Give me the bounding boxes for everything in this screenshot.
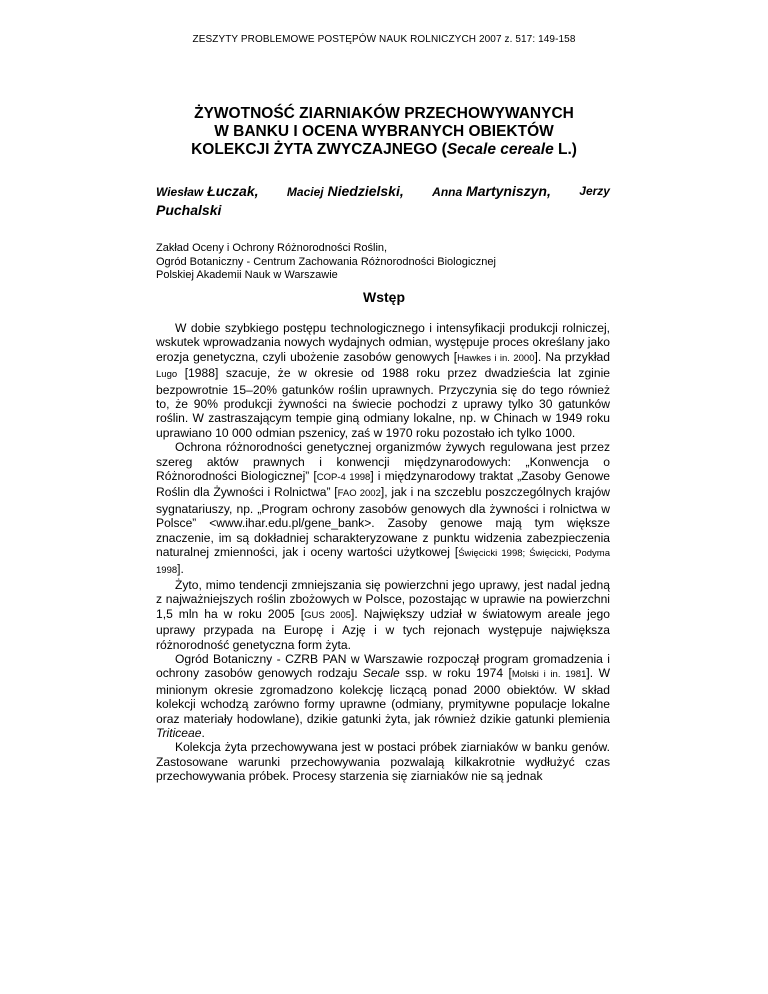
paragraph-1: W dobie szybkiego postępu technologicznego i intensyfikacji produkcji rolniczej, wskutek wprowadzania nowych wydajnych odmian, występuje proces określany jako erozja genetyczna, czyli ubożenie zasobów genowych [Hawkes i in. 2000]. Na przykład Lugo [1988] szacuje, że w okresie od 1988 roku przez dwadzieścia lat zginie bezpowrotnie 15–20% gatunków roślin uprawnych. Przyczynia się do tego również to, że 90% produkcji żywności na świecie pochodzi z uprawy tylko 30 gatunków roślin. W zastraszającym tempie giną odmiany lokalne, np. w Chinach w 1949 roku uprawiano 10 000 odmian pszenicy, zaś w 1970 roku pozostało ich tylko 1000. [156,321,611,440]
citation: Molski i in. 1981 [511,669,587,681]
affiliation [156,242,610,283]
citation: Hawkes i in. 2000 [457,352,535,364]
paragraph-4: Ogród Botaniczny - CZRB PAN w Warszawie rozpoczął program gromadzenia i ochrony zasobów genowych rodzaju Secale ssp. w roku 1974 [Molski i in. 1981]. W minionym okresie zgromadzono kolekcję liczącą ponad 2000 obiektów. W skład kolekcji wchodzą zarówno formy uprawne (odmiany, prymitywne populacje lokalne oraz materiały hodowlane), dzikie gatunki żyta, jak również dzikie gatunki plemienia Triticeae. [156,651,610,740]
title-line-2: W BANKU I OCENA WYBRANYCH OBIEKTÓW [214,123,554,140]
author-2: Maciej Niedzielski, [286,183,404,199]
title-line-3: KOLEKCJI ŻYTA ZWYCZAJNEGO (Secale cereale L.) [191,141,577,158]
tribe-name: Triticeae [156,725,202,740]
paper-title [160,105,608,159]
citation: Święcicki 1998; Święcicki, Podyma 1998 [156,548,610,576]
affiliation-line-1: Zakład Oceny i Ochrony Różnorodności Roślin, [156,242,388,254]
citation: FAO 2002 [337,488,381,500]
citation: COP-4 1998 [316,472,371,484]
paragraph-2: Ochrona różnorodności genetycznej organizmów żywych regulowana jest przez szereg aktów prawnych i konwencji międzynarodowych: „Konwencja o Różnorodności Biologicznej” [COP-4 1998] i międzynarodowy traktat „Zasoby Genowe Roślin dla Żywności i Rolnictwa” [FAO 2002], jak i na szczeblu poszczególnych krajów sygnatariuszy, np. „Program ochrony zasobów genowych dla żywności i rolnictwa w Polsce” <www.ihar.edu.pl/gene_bank>. Zasoby genowe mają tym większe znaczenie, im są dokładniej scharakteryzowane z punktu widzenia zabezpieczenia naturalnej zmienności, jak i oceny wartości użytkowej [Święcicki 1998; Święcicki, Podyma 1998]. [156,440,611,576]
species-name: Secale cereale [446,141,554,158]
citation: Lugo [156,369,178,381]
running-head: ZESZYTY PROBLEMOWE POSTĘPÓW NAUK ROLNICZYCH 2007 z. 517: 149-158 [192,34,576,45]
genus-name: Secale [362,666,400,681]
title-line-1: ŻYWOTNOŚĆ ZIARNIAKÓW PRZECHOWYWANYCH [194,105,574,122]
author-1: Wiesław Łuczak, [156,183,259,199]
author-4-last: Puchalski [156,202,222,218]
affiliation-line-2: Ogród Botaniczny - Centrum Zachowania Różnorodności Biologicznej [156,255,496,268]
author-4-first: Jerzy [579,184,610,198]
paragraph-5: Kolekcja żyta przechowywana jest w postaci próbek ziarniaków w banku genów. Zastosowane warunki przechowywania pozwalają kilkakrotnie wydłużyć czas przechowywania próbek. Procesy starzenia się ziarniaków nie są jednak [156,740,610,784]
author-list [156,182,610,219]
paragraph-3: Żyto, mimo tendencji zmniejszania się powierzchni jego uprawy, jest nadal jedną z najważniejszych roślin zbożowych w Polsce, pozostając w uprawie na powierzchni 1,5 mln ha w roku 2005 [GUS 2005]. Największy udział w światowym areale jego uprawy przypada na Europę i Azję i w tych rejonach występuje największa różnorodność genetyczna form żyta. [156,577,610,652]
author-3: Anna Martyniszyn, [432,183,551,199]
body-text [156,321,610,784]
section-heading: Wstęp [363,289,405,305]
affiliation-line-3: Polskiej Akademii Nauk w Warszawie [156,269,338,281]
citation: GUS 2005 [304,609,352,621]
